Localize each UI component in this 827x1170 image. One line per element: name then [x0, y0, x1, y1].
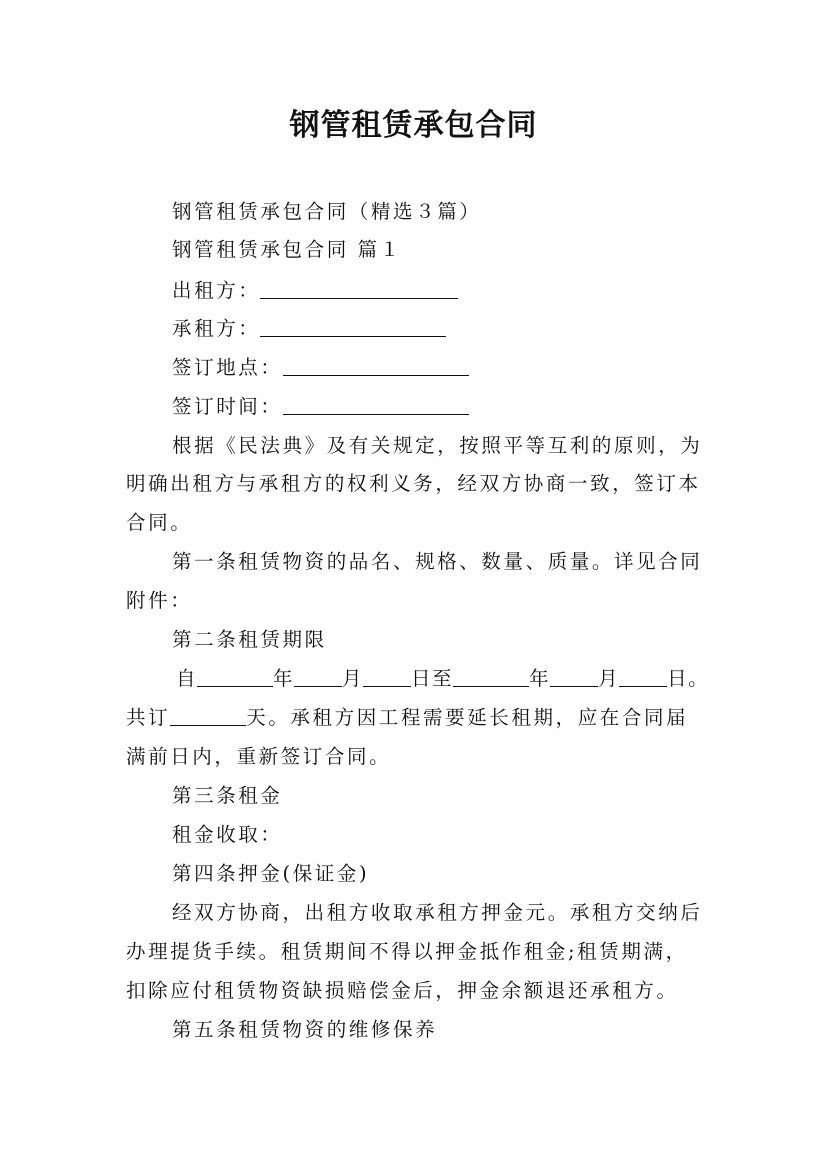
period-month: 月 — [342, 667, 364, 690]
period-days-blank — [170, 707, 246, 726]
rent-collection: 租金收取： — [172, 823, 283, 846]
article4-line: 办理提货手续。租赁期间不得以押金抵作租金;租赁期满， — [126, 940, 688, 963]
lessor-field — [172, 278, 752, 304]
lessor-label: 出租方： — [172, 279, 261, 302]
preamble-line: 明确出租方与承租方的权利义务，经双方协商一致，签订本 — [126, 472, 701, 495]
period-blank — [294, 668, 342, 687]
article1-line: 第一条租赁物资的品名、规格、数量、质量。详见合同 — [172, 550, 703, 573]
period-blank — [197, 668, 273, 687]
article4-line: 经双方协商，出租方收取承租方押金元。承租方交纳后 — [172, 901, 703, 924]
period-from: 自 — [176, 667, 198, 690]
period-year: 年 — [273, 667, 295, 690]
period-blank — [550, 668, 598, 687]
period-line — [126, 705, 706, 731]
article1-line: 附件： — [126, 589, 193, 612]
lessee-field — [172, 316, 752, 342]
period-month: 月 — [598, 667, 620, 690]
sign-place-label: 签订地点： — [172, 356, 283, 379]
article4-line: 扣除应付租赁物资缺损赔偿金后，押金余额退还承租方。 — [126, 979, 679, 1002]
lessor-blank — [260, 280, 458, 299]
period-blank — [619, 668, 667, 687]
article3-heading: 第三条租金 — [172, 784, 283, 807]
period-total: 共订 — [126, 706, 171, 729]
preamble-line: 合同。 — [126, 511, 193, 534]
sign-time-label: 签订时间： — [172, 395, 283, 418]
period-days-text: 天。承租方因工程需要延长租期，应在合同届 — [246, 706, 689, 729]
article4-heading: 第四条押金(保证金) — [172, 862, 370, 885]
sign-place-blank — [283, 357, 469, 376]
article2-heading: 第二条租赁期限 — [172, 628, 327, 651]
sign-place-field — [172, 355, 752, 381]
document-subtitle: 钢管租赁承包合同（精选３篇） — [172, 200, 482, 223]
sign-time-blank — [283, 396, 469, 415]
part-heading: 钢管租赁承包合同 篇１ — [172, 238, 402, 261]
period-blank — [453, 668, 529, 687]
preamble-line: 根据《民法典》及有关规定，按照平等互利的原则，为 — [172, 434, 703, 457]
lessee-blank — [260, 318, 446, 337]
period-day-to: 日至 — [411, 667, 454, 690]
period-line — [176, 666, 756, 692]
period-blank — [363, 668, 411, 687]
period-line: 满前日内，重新签订合同。 — [126, 745, 392, 768]
sign-time-field — [172, 394, 752, 420]
lessee-label: 承租方： — [172, 317, 261, 340]
document-title: 钢管租赁承包合同 — [289, 108, 538, 143]
article5-heading: 第五条租赁物资的维修保养 — [172, 1018, 438, 1041]
period-year: 年 — [529, 667, 551, 690]
period-day-end: 日。 — [667, 667, 710, 690]
